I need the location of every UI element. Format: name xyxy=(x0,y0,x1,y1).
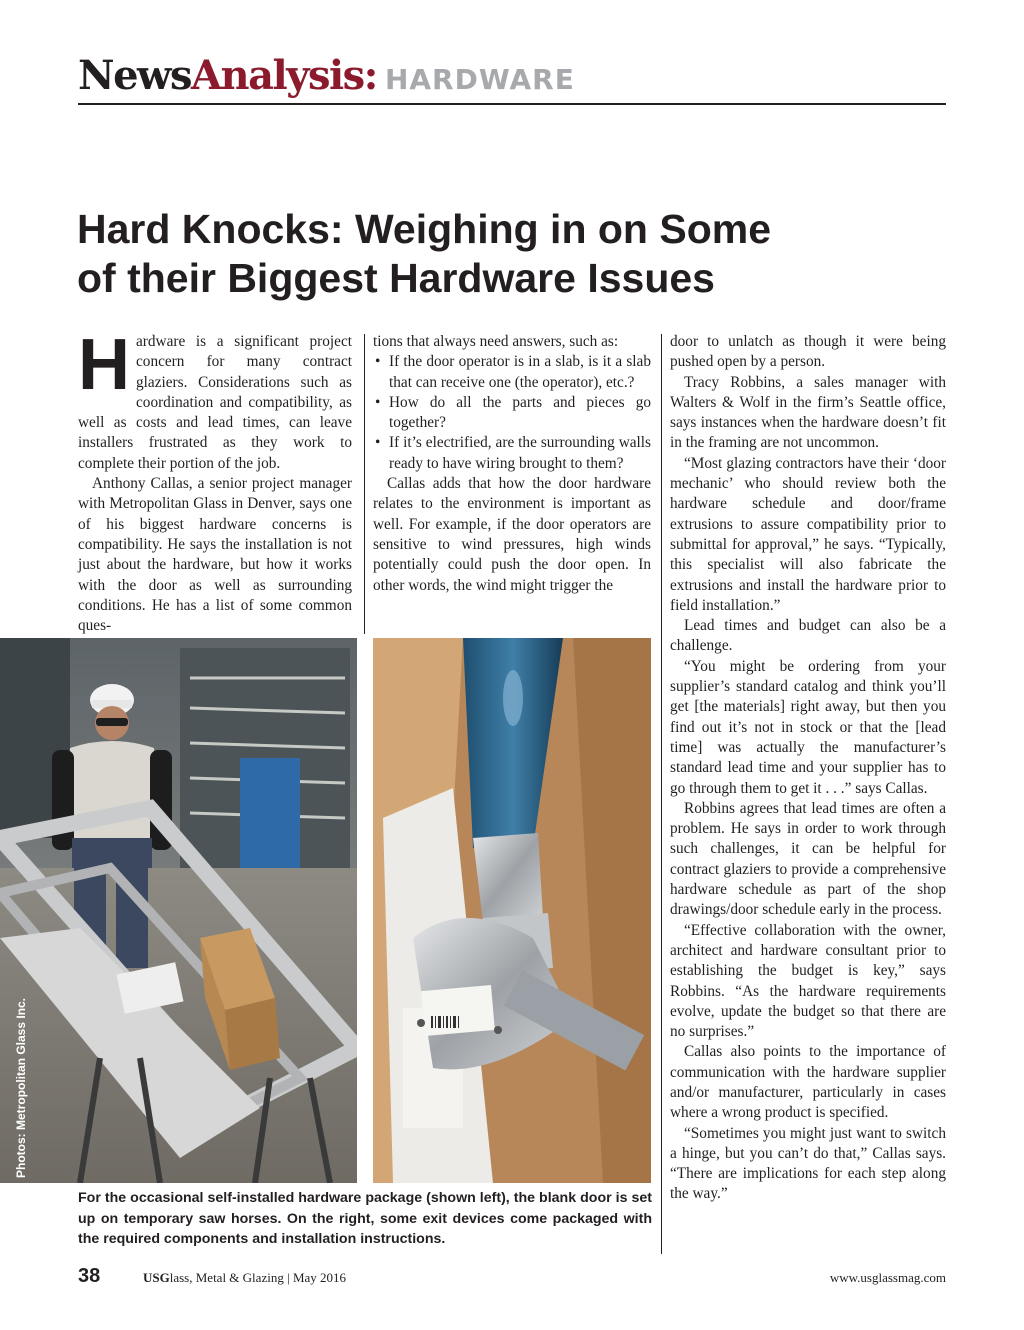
photo-exit-device xyxy=(373,638,651,1183)
paragraph: Callas adds that how the door hardware relates to the environment is important as well. For example, if the door operators are sensitive to wind pressures, high winds potentially could push the door open. In other words, the wind might trigger the xyxy=(373,475,651,594)
photo-caption: For the occasional self-installed hardware package (shown left), the blank door is set up on temporary saw horses. On the right, some exit devices come packaged with the required components and installation instructions. xyxy=(78,1190,652,1247)
publication-name-bold: USG xyxy=(143,1270,170,1285)
publication-name-rest: lass, Metal & Glazing xyxy=(169,1270,284,1285)
paragraph: Robbins agrees that lead times are often a problem. He says in order to work through such challenges, it can be helpful for contract glaziers to provide a comprehensive hardware schedule as part of the shop drawings/door schedule early in the process. xyxy=(670,799,946,919)
section-header xyxy=(78,52,575,104)
question-list xyxy=(373,352,651,474)
article-column-2 xyxy=(373,332,651,596)
headline-line-2: of their Biggest Hardware Issues xyxy=(77,255,715,301)
paragraph-text: ardware is a significant project concern for many contract glaziers. Considerations such as coordination and compatibility, as well as costs and lead times, can leave installers frustrated as they work to complete their portion of the job. xyxy=(78,333,352,472)
paragraph: Lead times and budget can also be a challenge. xyxy=(670,617,946,655)
page-number: 38 xyxy=(78,1265,101,1287)
paragraph: door to unlatch as though it were being pushed open by a person. xyxy=(670,333,946,371)
paragraph: Callas also points to the importance of communication with the hardware supplier and/or manufacturer, particularly in cases where a wrong product is specified. xyxy=(670,1043,946,1122)
column-divider xyxy=(364,334,365,634)
paragraph: “You might be ordering from your supplier’s standard catalog and think you’ll get [the materials] right away, but then you find out it’s not in stock or that the [lead time] was actually the manufacturer’s standard lead time and your supplier has to go through them to get it . . .” says Callas. xyxy=(670,657,946,797)
header-section: HARDWARE xyxy=(384,63,575,96)
publication-line xyxy=(143,1270,346,1286)
article-column-1 xyxy=(78,325,352,636)
column-divider xyxy=(661,334,662,1254)
issue-date: May 2016 xyxy=(292,1270,347,1285)
paragraph: Anthony Callas, a senior project manager with Metropolitan Glass in Denver, says one of his biggest hardware concerns is compatibility. He says the installation is not just about the hardware, but how it works with the door as well as surrounding conditions. He has a list of some common ques- xyxy=(78,475,352,635)
article-column-3 xyxy=(670,332,946,1205)
article-headline xyxy=(77,205,937,303)
list-item: • How do all the parts and pieces go together? xyxy=(373,393,651,434)
list-item: • If the door operator is in a slab, is it a slab that can receive one (the operator), etc.? xyxy=(373,352,651,393)
header-news: News xyxy=(78,52,191,99)
footer-separator: | xyxy=(287,1270,290,1285)
photo-credit: Photos: Metropolitan Glass Inc. xyxy=(14,997,28,1178)
paragraph: Tracy Robbins, a sales manager with Walters & Wolf in the firm’s Seattle office, says instances when the hardware doesn’t fit in the framing are not uncommon. xyxy=(670,373,946,452)
header-analysis: Analysis: xyxy=(190,52,377,99)
website-url[interactable]: www.usglassmag.com xyxy=(829,1270,946,1285)
paragraph xyxy=(78,325,352,474)
list-item: • If it’s electrified, are the surrounding walls ready to have wiring brought to them? xyxy=(373,433,651,474)
drop-cap: H xyxy=(78,325,130,405)
header-rule xyxy=(78,103,946,105)
paragraph: “Sometimes you might just want to switch a hinge, but you can’t do that,” Callas says. “There are implications for each step along the way.” xyxy=(670,1124,946,1203)
headline-line-1: Hard Knocks: Weighing in on Some xyxy=(77,206,772,252)
paragraph: “Most glazing contractors have their ‘door mechanic’ who should review both the hardware schedule and door/frame extrusions to assure compatibility prior to submittal for approval,” he says. “Typically, this specialist will also fabricate the extrusions and install the hardware prior to field installation.” xyxy=(670,454,946,614)
paragraph: tions that always need answers, such as: xyxy=(373,333,619,350)
photo-worker-door-frame xyxy=(0,638,357,1183)
paragraph: “Effective collaboration with the owner, architect and hardware consultant prior to establishing the budget is key,” says Robbins. “As the hardware requirements evolve, update the budget so that there are no surprises.” xyxy=(670,921,946,1041)
